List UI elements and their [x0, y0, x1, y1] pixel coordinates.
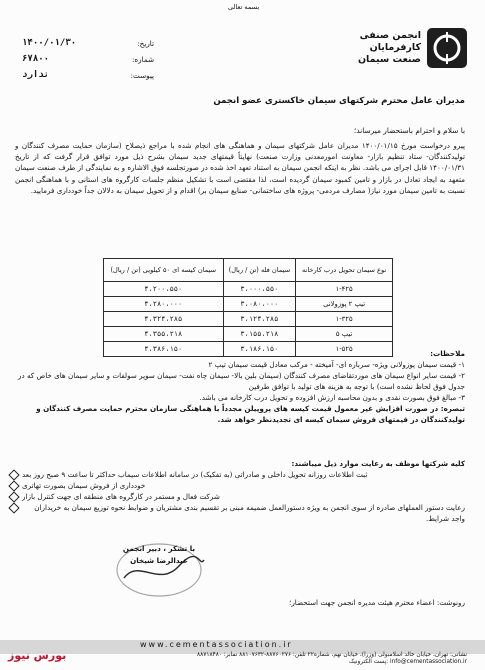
attachment-label: پیوست:: [130, 71, 154, 80]
footer-address: [12, 652, 467, 666]
bulk-price: ۳،۰۰۰،۵۵۰: [223, 282, 296, 297]
body-paragraph: پیرو درخواست مورخ ۱۴۰۰/۰۱/۱۵ مدیران عامل شرکتهای سیمان و هماهنگی های انجام شده با مراجع ذیصلاح (سازمان حمایت مصرف کنندگان و تولیدکنندگان- ستاد تنظیم بازار- معاونت امورمعدنی وزارت صنعت) نهایتاً قیمتهای جدید سیمان بشرح ذیل مورد توافق قرار گرفت که از تاریخ ۱۴۰۰/۰۱/۳۱ قابل اجرای می باشد. نظر به اینکه انجمن سیمان به استناد تعهد اخذ شده در صورتجلسه فوق الاشاره و به نمایندگی از طرف صنعت سیمان متعهد به ایجاد تعادل در بازار و تامین کمبود سیمان گردیده است، لذا مقتضی است با تشکیل منظم جلسات کارگروه های استانی و با هماهنگی انجمن نسبت به تامین سیمان مورد نیاز( مصارف مردمی- پروژه های ساختمانی- صنایع سیمان بر) اقدام و از تحویل سیمان به دلالان جداً خودداری فرمایید.: [15, 141, 465, 195]
header-basmala: بسمه تعالی: [228, 3, 260, 11]
bulk-price: ۳،۰۸۰،۰۰۰: [223, 297, 296, 312]
cement-type: تیپ ۲ پوزولانی: [296, 297, 393, 312]
col-bag-header: سیمان کیسه ای ۵۰ کیلویی (تن / ریال): [104, 259, 224, 282]
diamond-bullet-icon: [8, 469, 19, 480]
note-item: ۳- مبالغ فوق بصورت نقدی و بدون محاسبه ارزش افزوده و تحویل درب کارخانه می باشد.: [199, 393, 465, 402]
duty-text: خودداری از فروش سیمان بصورت تهاتری: [22, 481, 146, 490]
cement-type: تیپ ۵: [296, 327, 393, 342]
duty-text: شرکت فعال و مستمر در کارگروه های منطقه ای جهت کنترل بازار: [22, 492, 220, 501]
note-item: ۲- قیمت سایر انواع سیمان های موردتقاضای مصرف کنندگان (سیمان بلین بالا- سیمان چاه نفت- سیمان سوپر سولفات و سایر سیمان های خاص که در جدول فوق لحاظ نشده است) با توجه به هزینه های تولید با توافق طرفین: [17, 371, 465, 391]
table-row: [104, 327, 393, 342]
logo-mark-icon: [427, 28, 467, 68]
duty-text: ثبت اطلاعات روزانه تحویل داخلی و صادراتی (به تفکیک) در سامانه اطلاعات سیماب حداکثر تا ساعت ۹ صبح روز بعد: [22, 470, 368, 479]
date-row: [14, 39, 154, 51]
diamond-bullet-icon: [8, 480, 19, 491]
brand-watermark: بورس نیوز: [8, 649, 67, 662]
duty-item: [10, 502, 465, 524]
org-name-line-3: صنعت سیمان: [357, 54, 421, 66]
price-table: [103, 258, 393, 357]
attachment-row: [14, 71, 154, 83]
footer-address-line: نشانی: تهران، خیابان خالد اسلامبولی (وزرا)، خیابان نهم، شماره۲۲ تلفن: ۸۸۷۶۰۲۷۶-۸۸۱۰۷۶۳۲ نمابر: ۸۸۷۱۸۴۸۰: [197, 652, 467, 658]
cc-label: رونوشت:: [436, 598, 465, 607]
bag-price: ۴،۳۵۵،۲۱۸: [104, 327, 224, 342]
date-label: تاریخ:: [137, 39, 154, 48]
footer-url[interactable]: www.cementassociation.ir: [140, 640, 293, 649]
bag-price: ۴،۳۲۴،۲۸۵: [104, 312, 224, 327]
attachment-value: ندارد: [22, 70, 50, 80]
table-row: [104, 282, 393, 297]
cc-text: اعضاء محترم هیئت مدیره انجمن جهت استحضار؛: [289, 598, 435, 607]
bag-price: ۴،۲۰۰،۵۵۰: [104, 282, 224, 297]
org-name-line-2: کارفرمایان: [369, 42, 421, 54]
table-row: [104, 312, 393, 327]
duty-item: [10, 469, 465, 480]
diamond-bullet-icon: [8, 502, 19, 513]
col-type-header: نوع سیمان تحویل درب کارخانه: [296, 259, 393, 282]
date-value: ۱۴۰۰/۰۱/۳۰: [22, 38, 77, 48]
number-row: [14, 55, 154, 67]
greeting: با سلام و احترام باستحضار میرساند؛: [353, 126, 465, 135]
letter-title: مدیران عامل محترم شرکتهای سیمان خاکستری عضو انجمن: [213, 96, 465, 106]
org-name-line-1: انجمن صنفی: [359, 30, 421, 41]
footer-email[interactable]: info@cementassociation.ir :پست الکترونیک: [348, 659, 467, 665]
bulk-price: ۳،۱۸۶،۱۵۰: [223, 342, 296, 357]
duty-item: [10, 491, 465, 502]
cement-type: ۱-۴۲۵: [296, 282, 393, 297]
cement-type: ۱-۵۲۵: [296, 342, 393, 357]
signer-name: عبدالرضا شیخان: [130, 556, 188, 565]
number-label: شماره:: [131, 55, 154, 64]
notes-section: [10, 348, 465, 425]
table-header-row: [104, 259, 393, 282]
org-name: [358, 30, 421, 67]
org-logo: [327, 24, 467, 78]
bag-price: ۴،۳۸۶،۱۵۰: [104, 342, 224, 357]
bulk-price: ۳،۱۵۵،۲۱۸: [223, 327, 296, 342]
duty-item: [10, 480, 465, 491]
cc-line: [45, 598, 465, 607]
table-row: [104, 297, 393, 312]
bulk-price: ۳،۱۲۴،۲۸۵: [223, 312, 296, 327]
diamond-bullet-icon: [8, 491, 19, 502]
bag-price: ۴،۲۸۰،۰۰۰: [104, 297, 224, 312]
note-remark: تبصره: در صورت افزایش غیر معمول قیمت کیسه های پروپیلن مجدداً با هماهنگی سازمان محترم حمایت مصرف کنندگان و تولیدکنندگان در قیمتهای فروش سیمان کیسه ای تجدیدنظر خواهد شد.: [36, 404, 465, 424]
col-bulk-header: سیمان فله (تن / ریال): [223, 259, 296, 282]
notes-heading: ملاحظات:: [430, 349, 465, 358]
note-item: ۱- قیمت سیمان پوزولانی ویژه- سرباره ای- آمیخته - مرکب معادل قیمت سیمان تیپ ۲: [208, 360, 465, 369]
duty-text: رعایت دستور العملهای صادره از سوی انجمن به ویژه دستورالعمل ضمیمه مبنی بر تقسیم بندی مشتریان و ضوابط نحوه توزیع سیمان به خریداران واجد شرایط.: [34, 503, 465, 523]
duties-section: [10, 458, 465, 524]
number-value: ۶۷۸۰۰: [22, 54, 50, 64]
duties-heading: کلیه شرکتها موظف به رعایت موارد ذیل میباشند:: [291, 459, 465, 468]
cement-type: ۱-۳۲۵: [296, 312, 393, 327]
closing-line-1: با تشکر ، دبیر انجمن: [122, 544, 196, 553]
